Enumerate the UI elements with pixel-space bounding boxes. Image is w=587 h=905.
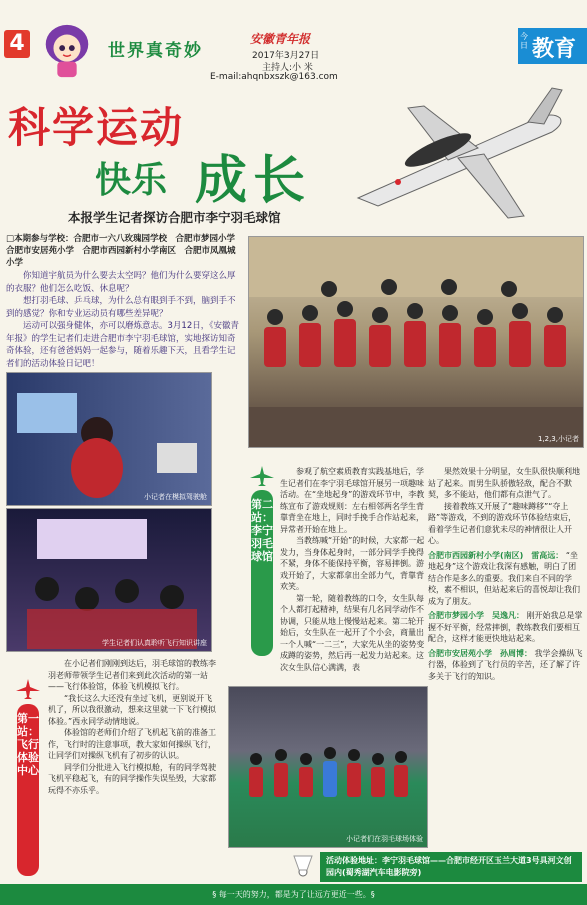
quote-item [428,550,583,608]
headline-line2a: 快乐 [95,159,168,201]
participating-schools: □本期参与学校：合肥市一六八玫瑰园学校 合肥市梦园小学 合肥市安居苑小学 合肥市西园新村小学南区 合肥市凤凰城小学 [6,234,244,268]
right-column [428,466,583,682]
shuttlecock-icon [290,852,316,878]
activity-address: 活动体验地址：李宁羽毛球馆——合肥市经开区玉兰大道3号具河文创园内(蜀秀湖汽车电影院旁) [320,852,582,882]
lecture-scene [7,509,211,651]
station2-paragraph: 参观了航空素质教育实践基地后，学生记者们在李宁羽毛球馆开展另一项趣味活动。在“坐地起身”的游戏环节中，李教练宣布了游戏规则：左右相邻两名学生背靠背坐在地上，同时手挽手合作站起来，异常者开始在地上。 [280,467,425,534]
group-photo-people [249,237,583,447]
lecture-photo-caption: 学生记者们认真聆听飞行知识讲座 [102,639,207,647]
quote-text: “坐地起身”这个游戏让我深有感触，明白了团结合作是多么的重要。我们来自不同的学校，素不相识，但站起来后的喜悦却让我们成为了朋友。 [428,550,580,606]
right-paragraph: 接着教练又开展了“趣味蹲移”“夺上路”等游戏，不到的游戏环节体验结束后，看着学生记者们意犹未尽的神情很让人开心。 [428,501,577,545]
station2-paragraph: 第一轮，随着教练的口令，女生队每个人都打起精神，结果有几名同学动作不协调，只能从地上慢慢站起来。第二轮开始后，女生队在一起开了个小会，商量出一个人喊“一二三”，大家先从坐的姿势变成蹲的姿势，然后再一起发力站起来。这次女生队信心满满，表 [280,593,425,672]
editor: 主持人:小 米 [262,63,313,73]
station1-paragraph: 体验馆的老师们介绍了飞机起飞前的准备工作，飞行时的注意事项，教大家如何操纵飞行，让同学们对操纵飞机有了初步的认识。 [48,728,216,760]
quote-item [428,610,583,645]
simulator-photo [6,372,212,506]
badminton-photo [228,686,428,848]
quote-text: 刚开始我总是掌握不好平衡，经常摔倒，教练教我们要相互配合，这样才能更快地站起来。 [428,611,583,643]
headline-line2b: 成长 [195,150,312,211]
station2-paragraph: 当教练喊“开始”的时候，大家都一起发力，当身体起身时，一部分同学手挽得不紧，身体不能保持平衡，容易摔倒。游戏开始了，大家都拿出全部力气，背靠背欢笑。 [280,536,425,591]
station1-paragraph: 同学们分批进入飞行模拟舱，有的同学驾驶飞机平稳起飞，有的同学操作失误坠毁，大家都玩得不亦乐乎。 [48,762,216,795]
section-today: 今日 [520,32,528,50]
headline-subtitle: 本报学生记者探访合肥市李宁羽毛球馆 [68,210,281,225]
section-name: 教育 [532,37,577,62]
station2-label: 第二站：李宁羽毛球馆 [251,490,273,656]
quote-school: 合肥市西园新村小学(南区) 雷高远： [428,550,564,560]
station1-paragraph: 在小记者们刚刚到达后，羽毛球馆的教练李羽老师带领学生记者们来到此次活动的第一站——飞行体验馆，体验飞机模拟飞行。 [48,659,216,691]
email: E-mail:ahqnbxszk@163.com [210,72,338,82]
column-title: 世界真奇妙 [108,41,203,61]
footer-motto: § 每一天的努力，都是为了让远方更近一些。§ [0,884,587,905]
station1-text [48,658,218,796]
badminton-photo-caption: 小记者们在羽毛球场体验 [346,835,423,843]
page-number: 4 [4,30,30,58]
plane-icon [16,678,40,700]
intro-paragraph: 想打羽毛球、乒乓球，为什么总有眼到手不到，脑到手不到的感觉？你和专业运动员有哪些差异呢？ [6,296,236,319]
station2-text [280,466,425,673]
intro-paragraph: 你知道宇航员为什么要去太空吗？他们为什么要穿这么厚的衣服？他们怎么吃饭、休息呢？ [6,271,236,294]
station1-label: 第一站：飞行体验中心 [17,704,39,876]
headline-line1: 科学运动 [8,103,185,152]
station1-paragraph: “我长这么大还没有坐过飞机，更别说开飞机了，所以我很激动，想来这里就一下飞行模拟体验。”西永同学动情地说。 [48,693,216,726]
badminton-scene [229,687,427,847]
plane-icon [250,466,274,486]
quote-school: 合肥市梦园小学 吴逸凡： [428,611,524,620]
quote-text: 我学会操纵飞行器，体验到了飞行员的辛苦，还了解了许多关于飞行的知识。 [428,648,583,681]
quote-item [428,648,583,683]
group-photo [248,236,584,448]
simulator-scene [7,373,211,505]
section-tag [518,28,587,64]
paper-name: 安徽青年报 [250,32,311,46]
aircraft-illustration [338,78,578,228]
lecture-photo [6,508,212,652]
group-photo-caption: 1,2,3,小记者 [537,435,579,443]
simulator-photo-caption: 小记者在模拟驾驶舱 [144,493,207,501]
intro-paragraph: 运动可以强身健体，亦可以磨炼意志。3月12日，《安徽青年报》的学生记者们走进合肥市李宁羽毛球馆，实地探访知奇奇体验，还有爸爸妈妈一起参与，随着乐趣下天，且看学生记者们的活动体验日记吧！ [6,321,239,369]
right-paragraph: 果然效果十分明显，女生队很快顺利地站了起来。而男生队骄傲轻敌，配合不默契，多不能站，他们都有点泄气了。 [428,467,580,499]
mascot-girl-icon [38,20,96,80]
intro-text [6,270,242,370]
quote-school: 合肥市安居苑小学 孙周博： [428,648,532,658]
publish-date: 2017年3月27日 [252,51,320,61]
